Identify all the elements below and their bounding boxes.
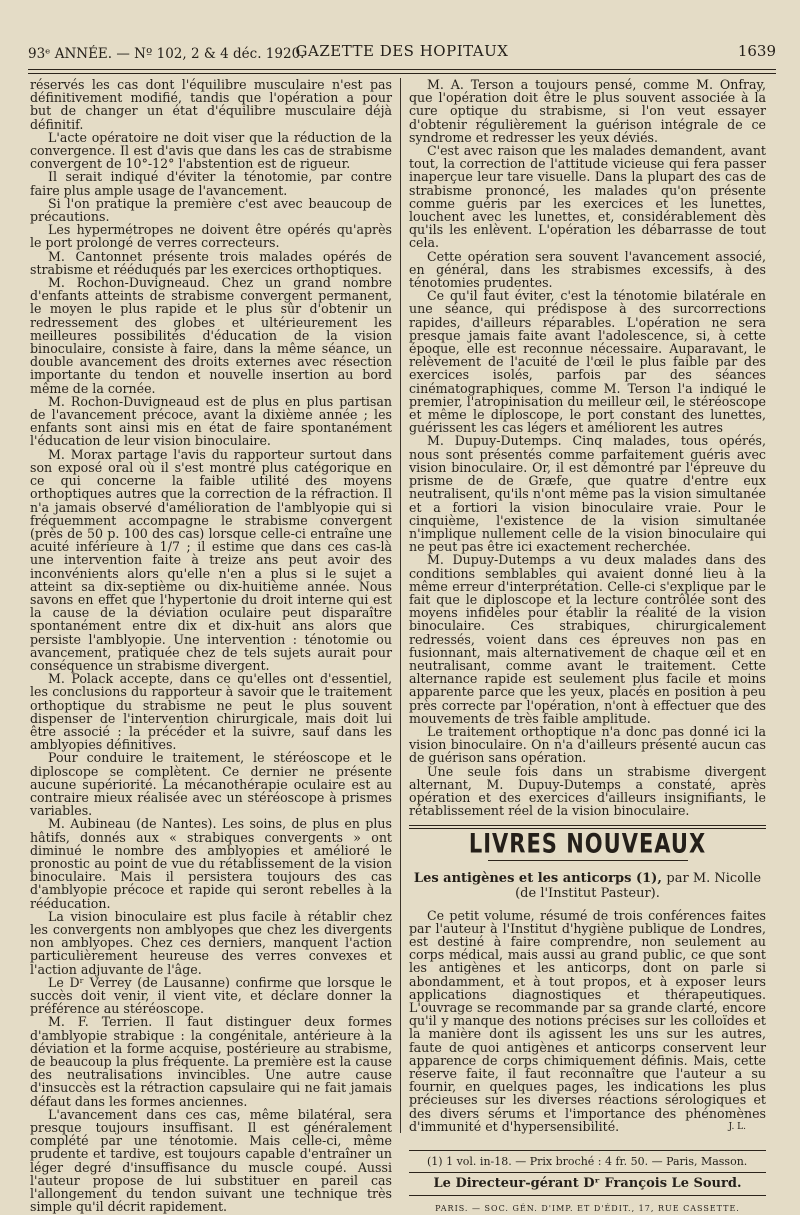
paragraph: Les hypermétropes ne doivent être opérés qu'après le port prolongé de verres correcteurs. <box>30 222 392 251</box>
paragraph: Si l'on pratique la première c'est avec beaucoup de précautions. <box>30 195 392 225</box>
paragraph: Ce qu'il faut éviter, c'est la ténotomie bilatérale en une séance, qui prédispose à des surcorrections rapides, d'ailleurs réparables. L'opération ne sera presque jamais faite avant l'adolescence, si, à cette époque, elle est reconnue nécessaire. Auparavant, le relèvement de l'acuité de l'œil le plus faible par des exercices isolés, parfois par des séances cinématographiques, comme M. Terson l'a indiqué le premier, l'atropinisation du meilleur œil, le stéréoscope et même le diploscope, le port constant des lunettes, guérissent les cas légers et améliorent les autres <box>409 288 766 436</box>
paragraph: Cette opération sera souvent l'avancement associé, en général, dans les strabismes excessifs, à des ténotomies prudentes. <box>409 248 766 291</box>
header-rule-thin <box>28 73 776 74</box>
footnote: (1) 1 vol. in-18. — Prix broché : 4 fr. 50. — Paris, Masson. <box>427 1155 748 1169</box>
editor-line: Le Directeur-gérant Dʳ François Le Sourd. <box>433 1176 742 1192</box>
book-author: par M. Nicolle <box>666 870 762 886</box>
footnote-rule <box>409 1150 766 1151</box>
book-heading: Les antigènes et les anticorps (1), par M. Nicolle (de l'Institut Pasteur). <box>413 870 762 901</box>
paragraph: M. Cantonnet présente trois malades opérés de strabisme et rééduqués par les exercices orthoptiques. <box>30 248 392 277</box>
review-signature: J. L. <box>728 1122 746 1133</box>
paragraph: Le Dʳ Verrey (de Lausanne) confirme que lorsque le succès doit venir, il vient vite, et déclare donner la préférence au stéréoscope. <box>30 974 392 1017</box>
book-title: Les antigènes et les anticorps <box>413 870 632 886</box>
paragraph: L'avancement dans ces cas, même bilatéral, sera presque toujours insuffisant. Il est généralement complété par une ténotomie. Mais celle-ci, même prudente et tardive, est toujours capable d'entraîner un léger degré d'insuffisance du muscle coupé. Aussi l'auteur propose de lui substituer en pareil cas l'allongement du tendon suivant une technique très simple qu'il décrit rapidement. <box>30 1106 392 1215</box>
paragraph: M. Polack accepte, dans ce qu'elles ont d'essentiel, les conclusions du rapporteur à savoir que le traitement orthoptique du strabisme ne peut le plus souvent dispenser de l'intervention chirurgicale, mais doit lui être associé : la précéder et la suivre, sauf dans les amblyopies définitives. <box>30 671 392 753</box>
journal-title: GAZETTE DES HOPITAUX <box>295 42 509 60</box>
issue-info: 93ᵉ ANNÉE. — Nº 102, 2 & 4 déc. 1920. <box>28 46 305 62</box>
section-rule <box>409 825 766 826</box>
paragraph: Le traitement orthoptique n'a donc pas donné ici la vision binoculaire. On n'a d'ailleurs présenté aucun cas de guérison sans opération. <box>409 723 766 766</box>
book-review: Ce petit volume, résumé de trois conférences faites par l'auteur à l'Institut d'hygiène publique de Londres, est destiné à faire comprendre, non seulement au corps médical, mais aussi au grand public, ce que sont les antigènes et les anticorps, dont on parle si abondamment, et à tout propos, et à exposer leurs applications diagnostiques et thérapeutiques. L'ouvrage se recommande par sa grande clarté, encore qu'il y manque des notions précises sur les colloïdes et la manière dont ils agissent les uns sur les autres, faute de quoi antigènes et anticorps conservent leur apparence de corps chimiquement définis. Mais, cette réserve faite, il faut reconnaître que l'auteur a su fournir, en quelques pages, les indications les plus précieuses sur les diverses réactions sérologiques et des divers sérums et l'importance des phénomènes d'immunité et d'hypersensibilité. <box>409 907 766 1134</box>
header-rule <box>28 69 776 70</box>
right-column <box>409 78 766 1215</box>
title-underline <box>488 860 688 861</box>
paragraph: M. Rochon-Duvigneaud est de plus en plus partisan de l'avancement précoce, avant la dixième année ; les enfants sont ainsi mis en état de faire spontanément l'éducation de leur vision binoculaire. <box>30 393 392 449</box>
paragraph: Pour conduire le traitement, le stéréoscope et le diploscope se complètent. Ce dernier ne présente aucune supériorité. La mécanothérapie oculaire est au contraire mieux réalisée avec un stéréoscope à prismes variables. <box>30 750 392 819</box>
page-number: 1639 <box>737 42 776 60</box>
paragraph: Une seule fois dans un strabisme divergent alternant, M. Dupuy-Dutemps a constaté, après opération et des exercices d'ailleurs insignifiants, le rétablissement réel de la vision binoculaire. <box>409 763 766 819</box>
paragraph: M. Rochon-Duvigneaud. Chez un grand nombre d'enfants atteints de strabisme convergent permanent, le moyen le plus rapide et le plus sûr d'obtenir un redressement des globes et ultérieurement les meilleures possibilités d'éducation de la vision binoculaire, consiste à faire, dans la même séance, un double avancement des droits externes avec résection importante du tendon et nouvelle insertion au bord même de la cornée. <box>30 275 392 396</box>
paragraph: La vision binoculaire est plus facile à rétablir chez les convergents non amblyopes que chez les divergents non amblyopes. Chez ces derniers, manquent l'action particulièrement heureuse des verres convexes et l'action adjuvante de l'âge. <box>30 908 392 977</box>
paragraph: réservés les cas dont l'équilibre musculaire n'est pas définitivement modifié, tandis que l'opération a pour but de changer un état d'équilibre musculaire déjà définitif. <box>30 77 392 132</box>
paragraph: C'est avec raison que les malades demandent, avant tout, la correction de l'attitude vicieuse qui fera passer inaperçue leur tare visuelle. Dans la plupart des cas de strabisme prononcé, les malades qu'on présente comme guéris par les exercices et les lunettes, louchent avec les lunettes, et, considérablement dès qu'ils les enlèvent. L'opération les débarrasse de tout cela. <box>409 143 766 251</box>
page-header <box>28 42 776 66</box>
footer-rule <box>409 1172 766 1173</box>
paragraph: M. A. Terson a toujours pensé, comme M. Onfray, que l'opération doit être le plus souvent associée à la cure optique du strabisme, si l'on veut essayer d'obtenir régulièrement la guérison intégrale de ce syndrome et redresser les yeux déviés. <box>409 77 766 145</box>
paragraph: M. F. Terrien. Il faut distinguer deux formes d'amblyopie strabique : la congénitale, antérieure à la déviation et la forme acquise, postérieure au strabisme, de beaucoup la plus fréquente. La première est la cause des neutralisations invincibles. Une autre cause d'insuccès est la rétraction capsulaire qui ne fait jamais défaut dans les formes anciennes. <box>30 1014 392 1109</box>
footnote-ref: (1) <box>635 870 658 886</box>
paragraph: Il serait indiqué d'éviter la ténotomie, par contre faire plus ample usage de l'avancement. <box>30 169 392 198</box>
footer-rule-bottom <box>409 1195 766 1196</box>
paragraph: L'acte opératoire ne doit viser que la réduction de la convergence. Il est d'avis que dans les cas de strabisme convergent de 10°-12° l'abstention est de rigueur. <box>30 129 392 172</box>
paragraph: M. Morax partage l'avis du rapporteur surtout dans son exposé oral où il s'est montré plus catégorique en ce qui concerne la faible utilité des moyens orthoptiques autres que la correction de la réfraction. Il n'a jamais observé d'amélioration de l'amblyopie qui si fréquemment accompagne le strabisme convergent (près de 50 p. 100 des cas) lorsque celle-ci entraîne une acuité inférieure à 1/7 ; il estime que dans ces cas-là une intervention faite à treize ans peut avoir des inconvénients alors qu'elle n'en a plus si le sujet a atteint sa dix-septième ou dix-huitième année. Nous savons en effet que l'hypertonie du droit interne qui est la cause de la déviation oculaire peut disparaître spontanément entre dix et dix-huit ans alors que persiste l'amblyopie. Une intervention : ténotomie ou avancement, pratiquée chez de tels sujets aurait pour conséquence un strabisme divergent. <box>30 446 392 673</box>
printer-line: PARIS. — SOC. GÉN. D'IMP. ET D'ÉDIT., 17, RUE CASSETTE. <box>435 1203 740 1213</box>
paragraph: M. Aubineau (de Nantes). Les soins, de plus en plus hâtifs, donnés aux « strabiques convergents » ont diminué le nombre des amblyopies et amélioré le pronostic au point de vue du rétablissement de la vision binoculaire. Mais il persistera toujours des cas d'amblyopie précoce et rapide qui seront rebelles à la rééducation. <box>30 816 392 911</box>
book-institution: (de l'Institut Pasteur). <box>515 885 660 901</box>
section-title: LIVRES NOUVEAUX <box>468 829 707 860</box>
column-divider <box>400 78 401 1133</box>
left-column <box>30 78 392 1213</box>
paragraph: M. Dupuy-Dutemps. Cinq malades, tous opérés, nous sont présentés comme parfaitement guéris avec vision binoculaire. Or, il est démontré par l'épreuve du prisme de de Græfe, que quatre d'entre eux neutralisent, qu'ils n'ont même pas la vision simultanée et a fortiori la vision binoculaire vraie. Pour le cinquième, l'existence de la vision simultanée n'implique nullement celle de la vision binoculaire qui ne peut pas être ici exactement recherchée. <box>409 433 766 555</box>
paragraph: M. Dupuy-Dutemps a vu deux malades dans des conditions semblables qui avaient donné lieu à la même erreur d'interprétation. Celle-ci s'explique par le fait que le diploscope et la lecture contrôlée sont des moyens infidèles pour établir la réalité de la vision binoculaire. Ces strabiques, chirurgicalement redressés, voient dans ces épreuves non pas en fusionnant, mais alternativement de chaque œil et en neutralisant, comme avant le traitement. Cette alternance rapide est seulement plus facile et moins apparente parce que les yeux, placés en position à peu près correcte par l'opération, n'ont à effectuer que des mouvements de très faible amplitude. <box>409 552 766 726</box>
